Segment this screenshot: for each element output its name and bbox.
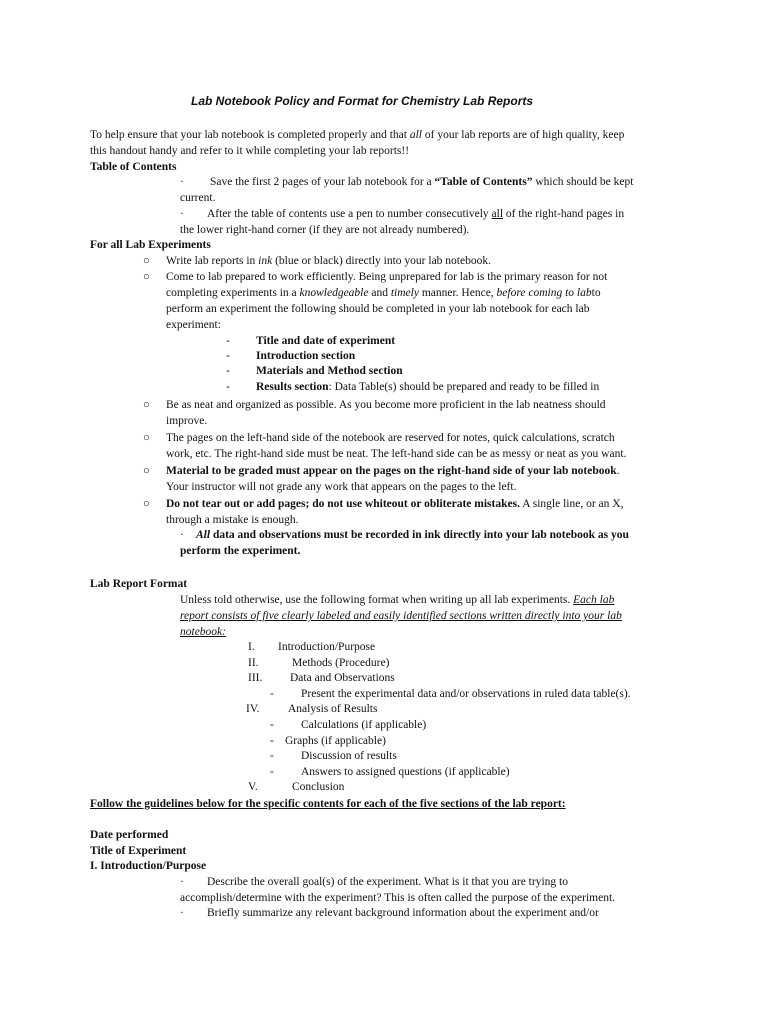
bullet-circle: ○: [143, 465, 150, 477]
bullet-dash: -: [270, 766, 274, 778]
bullet-dash: -: [270, 688, 274, 700]
all-labs-item-7-cont: perform the experiment.: [180, 545, 301, 557]
all-labs-item-6: Do not tear out or add pages; do not use whiteout or obliterate mistakes. A single line, or an X,: [166, 498, 624, 510]
format-intro-line-1: Unless told otherwise, use the following format when writing up all lab experiments. Each lab: [180, 594, 615, 606]
intro-bullet-1-cont: accomplish/determine with the experiment? This is often called the purpose of the experiment.: [180, 892, 616, 904]
all-labs-item-4-cont: work, etc. The right-hand side must be neat. The left-hand side can be as messy or neat as you want.: [166, 448, 627, 460]
section-data: Data and Observations: [290, 672, 395, 684]
section-analysis-sub: Graphs (if applicable): [285, 735, 386, 747]
all-labs-item-2-cont: completing experiments in a knowledgeable and timely manner. Hence, before coming to labto: [166, 287, 601, 299]
all-labs-item-5: Material to be graded must appear on the pages on the right-hand side of your lab notebook.: [166, 465, 620, 477]
all-labs-item-2-cont: perform an experiment the following should be completed in your lab notebook for each lab: [166, 303, 590, 315]
page-title: Lab Notebook Policy and Format for Chemistry Lab Reports: [191, 94, 534, 108]
format-intro-line-2: report consists of five clearly labeled and easily identified sections written directly into your lab: [180, 610, 622, 622]
section-data-sub: Present the experimental data and/or observations in ruled data table(s).: [301, 688, 631, 700]
guidelines-line: Follow the guidelines below for the specific contents for each of the five sections of the lab report:: [90, 798, 566, 810]
bullet-dot: ·: [180, 876, 184, 888]
section-conclusion: Conclusion: [292, 781, 345, 793]
all-labs-heading: For all Lab Experiments: [90, 239, 211, 251]
section-analysis-sub: Discussion of results: [301, 750, 397, 762]
bullet-circle: ○: [143, 432, 150, 444]
bullet-circle: ○: [143, 255, 150, 267]
all-labs-item-3: Be as neat and organized as possible. As you become more proficient in the lab neatness should: [166, 399, 606, 411]
toc-item-1-cont: current.: [180, 192, 216, 204]
section-introduction: Introduction/Purpose: [278, 641, 376, 653]
all-labs-item-4: The pages on the left-hand side of the notebook are reserved for notes, quick calculations, scratch: [166, 432, 615, 444]
bullet-circle: ○: [143, 271, 150, 283]
intro-bullet-2: Briefly summarize any relevant background information about the experiment and/or: [207, 907, 599, 919]
section-analysis-sub: Calculations (if applicable): [301, 719, 427, 731]
intro-line-1: To help ensure that your lab notebook is completed properly and that all of your lab reports are of high quality, keep: [90, 129, 625, 141]
sub-item-results: Results section: Data Table(s) should be prepared and ready to be filled in: [256, 381, 600, 393]
format-intro-line-3: notebook:: [180, 626, 226, 638]
bullet-dash: -: [226, 381, 230, 393]
bullet-dash: -: [270, 750, 274, 762]
section-methods: Methods (Procedure): [292, 657, 390, 669]
intro-bullet-1: Describe the overall goal(s) of the experiment. What is it that you are trying to: [207, 876, 568, 888]
roman-numeral: I.: [248, 641, 255, 653]
sub-item-materials: Materials and Method section: [256, 365, 403, 377]
all-labs-item-2-cont: experiment:: [166, 319, 221, 331]
all-labs-item-5-cont: Your instructor will not grade any work that appears on the pages to the left.: [166, 481, 517, 493]
all-labs-item-6-cont: through a mistake is enough.: [166, 514, 299, 526]
bullet-circle: ○: [143, 498, 150, 510]
roman-numeral: III.: [248, 672, 263, 684]
toc-heading: Table of Contents: [90, 161, 177, 173]
roman-numeral: IV.: [246, 703, 260, 715]
all-labs-item-7: All data and observations must be recorded in ink directly into your lab notebook as you: [196, 529, 629, 541]
all-labs-item-2: Come to lab prepared to work efficiently. Being unprepared for lab is the primary reason for not: [166, 271, 608, 283]
lab-report-format-heading: Lab Report Format: [90, 578, 188, 590]
bullet-dash: -: [270, 719, 274, 731]
section-analysis-sub: Answers to assigned questions (if applicable): [301, 766, 510, 778]
all-labs-item-1: Write lab reports in ink (blue or black) directly into your lab notebook.: [166, 255, 491, 267]
bullet-dash: -: [270, 735, 274, 747]
date-performed-heading: Date performed: [90, 829, 169, 841]
bullet-dash: -: [226, 365, 230, 377]
section-analysis: Analysis of Results: [288, 703, 378, 715]
bullet-dot: ·: [180, 529, 184, 541]
bullet-circle: ○: [143, 399, 150, 411]
introduction-purpose-heading: I. Introduction/Purpose: [90, 860, 207, 872]
bullet-dot: ·: [180, 907, 184, 919]
intro-line-2: this handout handy and refer to it while completing your lab reports!!: [90, 145, 410, 157]
sub-item-introduction: Introduction section: [256, 350, 356, 362]
toc-item-2-cont: the lower right-hand corner (if they are not already numbered).: [180, 224, 470, 236]
sub-item-title-date: Title and date of experiment: [256, 335, 396, 347]
bullet-dash: -: [226, 335, 230, 347]
all-labs-item-3-cont: improve.: [166, 415, 208, 427]
bullet-dot: ·: [180, 176, 184, 188]
roman-numeral: V.: [248, 781, 258, 793]
bullet-dot: ·: [180, 208, 184, 220]
toc-item-1: Save the first 2 pages of your lab notebook for a “Table of Contents” which should be kept: [210, 176, 634, 188]
roman-numeral: II.: [248, 657, 259, 669]
title-of-experiment-heading: Title of Experiment: [90, 845, 187, 857]
toc-item-2: After the table of contents use a pen to number consecutively all of the right-hand pages in: [207, 208, 625, 220]
bullet-dash: -: [226, 350, 230, 362]
